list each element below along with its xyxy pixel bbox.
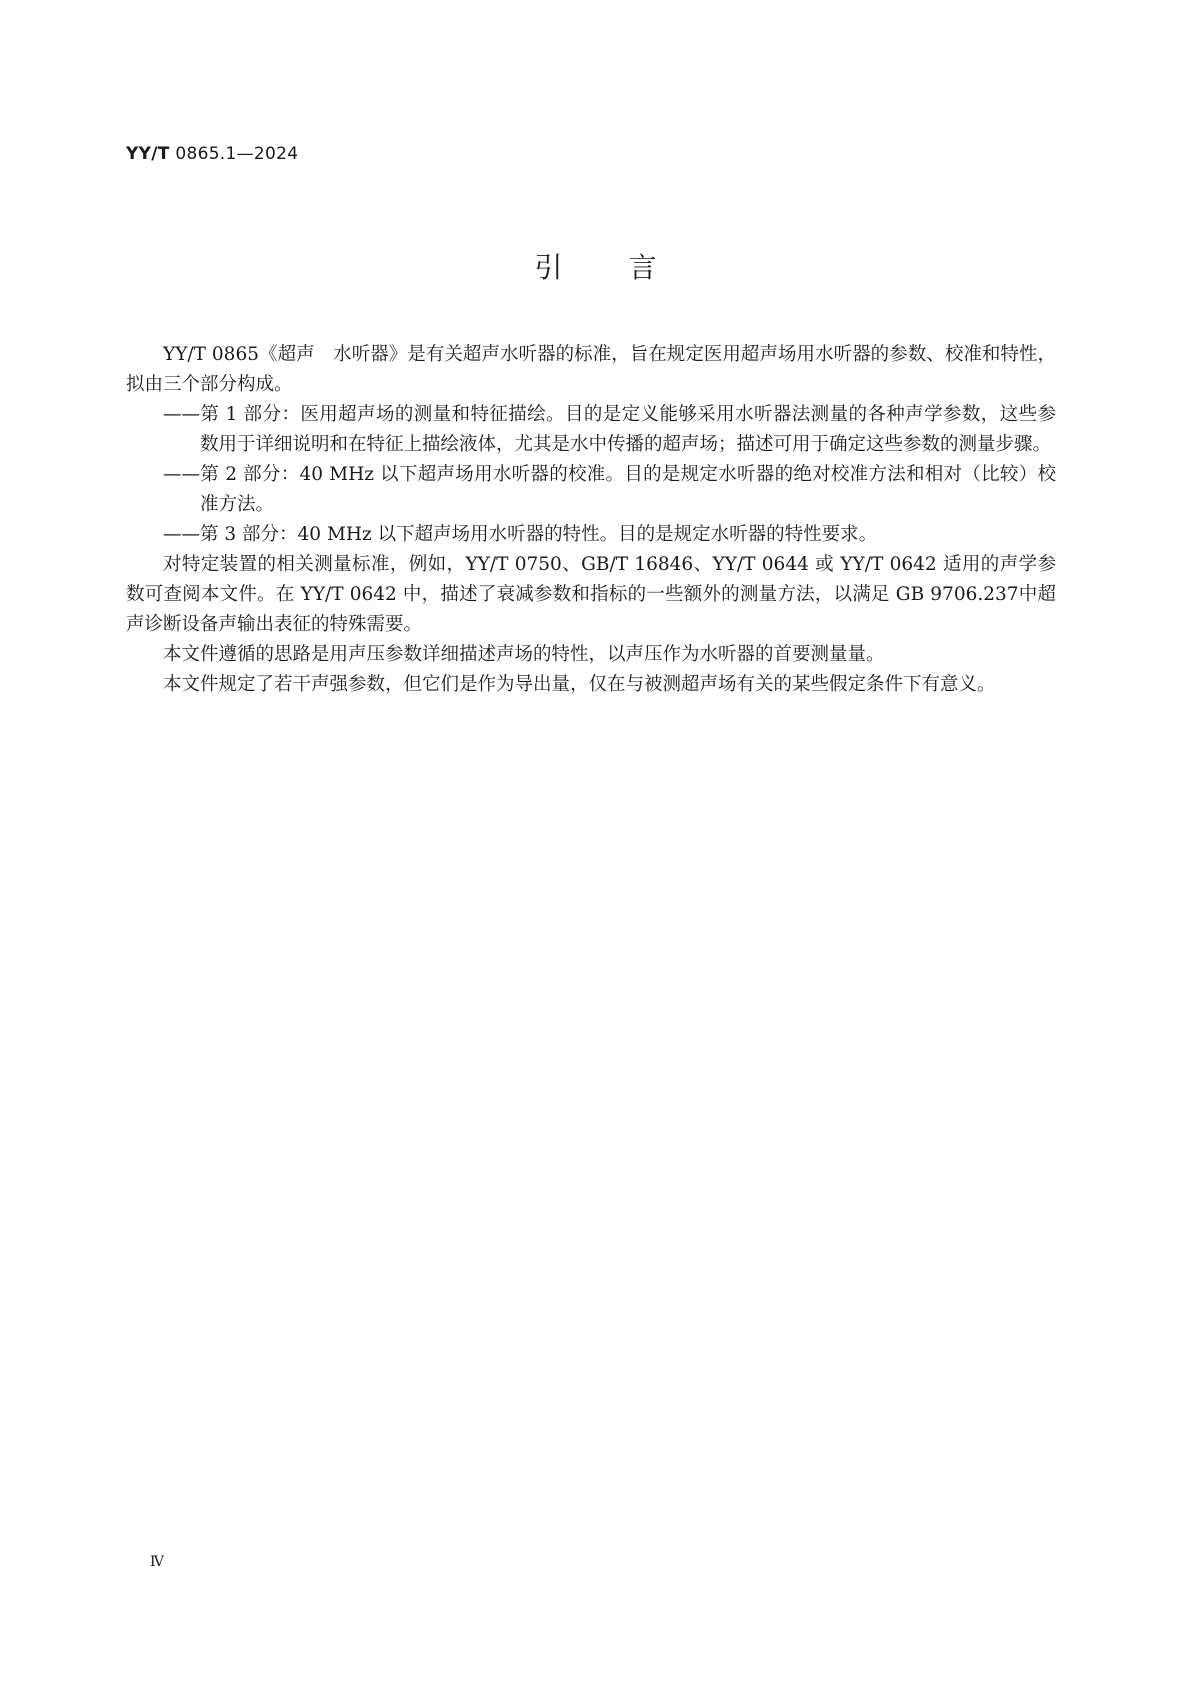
body-text bbox=[126, 340, 1056, 700]
paragraph-intro: YY/T 0865《超声 水听器》是有关超声水听器的标准，旨在规定医用超声场用水听器的参数、校准和特性，拟由三个部分构成。 bbox=[126, 344, 1056, 395]
paragraph-related-standards: 对特定装置的相关测量标准，例如，YY/T 0750、GB/T 16846、YY/T 0644 或 YY/T 0642 适用的声学参数可查阅本文件。在 YY/T 0642 中，描述了衰减参数和指标的一些额外的测量方法，以满足 GB 9706.237中超声诊断设备声输出表征的特殊需要。 bbox=[126, 554, 1056, 635]
page-number: Ⅳ bbox=[150, 1554, 164, 1570]
page-title: 引言 bbox=[534, 251, 723, 284]
list-item-part-3: ——第 3 部分：40 MHz 以下超声场用水听器的特性。目的是规定水听器的特性要求。 bbox=[163, 524, 878, 545]
document-code bbox=[126, 144, 298, 164]
document-code-number: 0865.1—2024 bbox=[169, 144, 299, 164]
paragraph-approach: 本文件遵循的思路是用声压参数详细描述声场的特性，以声压作为水听器的首要测量量。 bbox=[163, 644, 885, 665]
paragraph-intensity: 本文件规定了若干声强参数，但它们是作为导出量，仅在与被测超声场有关的某些假定条件下有意义。 bbox=[163, 674, 996, 695]
list-item-part-1: ——第 1 部分：医用超声场的测量和特征描绘。目的是定义能够采用水听器法测量的各种声学参数，这些参数用于详细说明和在特征上描绘液体，尤其是水中传播的超声场；描述可用于确定这些参数的测量步骤。 bbox=[163, 404, 1056, 455]
list-item-part-2: ——第 2 部分：40 MHz 以下超声场用水听器的校准。目的是规定水听器的绝对校准方法和相对（比较）校准方法。 bbox=[163, 464, 1056, 515]
document-code-prefix: YY/T bbox=[126, 144, 170, 164]
